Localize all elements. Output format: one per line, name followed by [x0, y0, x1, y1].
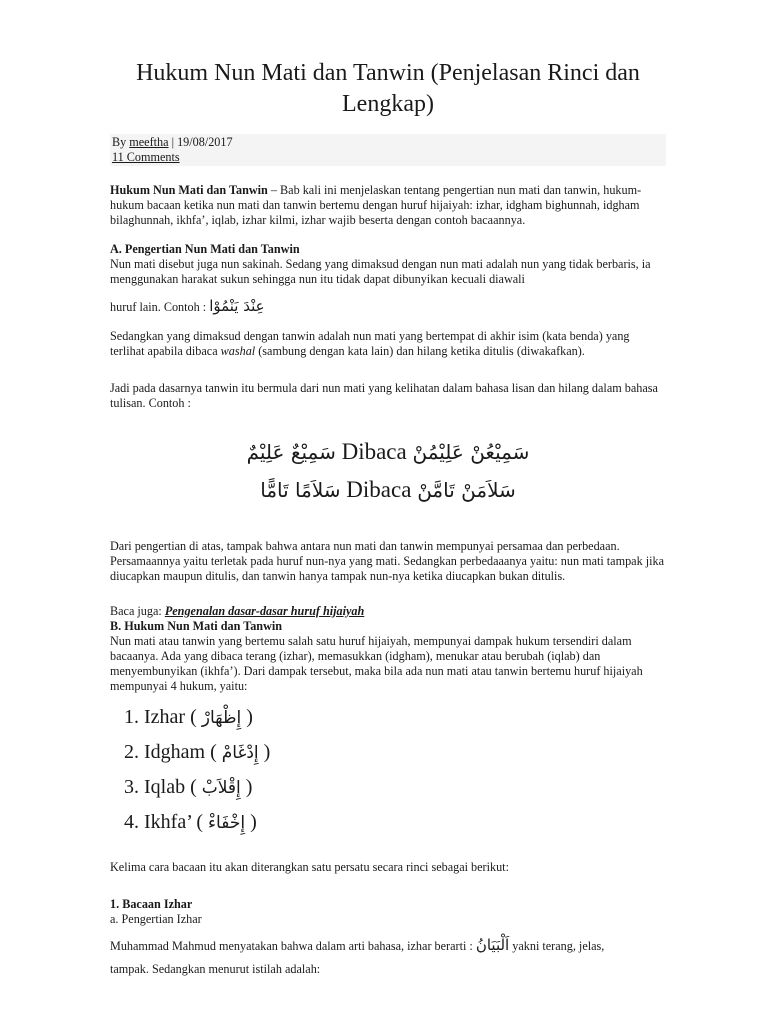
item-number: 4.: [124, 811, 139, 833]
section-a-para-4: Dari pengertian di atas, tampak bahwa antara nun mati dan tanwin mempunyai persamaa dan perbedaan. Persamaannya yaitu terletak pada huruf nun-nya yang mati. Sedangkan perbedaaanya yaitu: nun mati tampak jika diucapkan maupun ditulis, dan tanwin hanya tampak nun-nya ketika diucapkan bukan ditulis.: [110, 539, 664, 583]
arabic-al-bayan: اَلْبَيَانُ: [475, 936, 510, 954]
rule-arabic: إِظْهَارْ: [201, 708, 242, 728]
author-link[interactable]: meeftha: [129, 135, 169, 149]
section-b-heading: B. Hukum Nun Mati dan Tanwin: [110, 619, 283, 633]
list-item: 3. Iqlab ( إِقْلاَبْ ): [124, 770, 666, 805]
hukum-list: [124, 700, 666, 840]
arabic-tanwin: سَمِيْعٌ عَلِيْمٌ: [246, 440, 336, 464]
rule-name: Idgham: [144, 741, 206, 763]
post-date: | 19/08/2017: [171, 135, 233, 149]
baca-juga-link[interactable]: Pengenalan dasar-dasar huruf hijaiyah: [164, 604, 365, 618]
para-2-part-b: (sambung dengan kata lain) dan hilang ketika ditulis (diwakafkan).: [255, 344, 585, 358]
by-prefix: By: [112, 135, 127, 149]
post-meta: [110, 134, 666, 166]
rule-name: Iqlab: [144, 776, 186, 798]
dibaca-word: Dibaca: [346, 477, 412, 502]
list-item: 4. Ikhfa’ ( إِخْفَاءْ ): [124, 805, 666, 840]
example-row: [110, 471, 666, 509]
baca-juga-label: Baca juga:: [110, 604, 165, 618]
section-b-para-1: Nun mati atau tanwin yang bertemu salah satu huruf hijaiyah, mempunyai dampak hukum tersendiri dalam bacaanya. Ada yang dibaca terang (izhar), memasukkan (idgham), menukar atau berubah (iqlab) dan menyembunyikan (ikhfa’). Dari dampak tersebut, maka bila ada nun mati atau tanwin bertemu huruf hijaiyah mempunyai 4 hukum, yaitu:: [110, 634, 643, 693]
izhar-para-2: tampak. Sedangkan menurut istilah adalah:: [110, 962, 321, 976]
section-b-para-2: Kelima cara bacaan itu akan diterangkan satu persatu secara rinci sebagai berikut:: [110, 860, 509, 874]
rule-name: Izhar: [144, 706, 186, 728]
arabic-reading: سَمِيْعُنْ عَلِيْمُنْ: [412, 440, 530, 464]
para-2-part-a: Sedangkan yang dimaksud dengan tanwin adalah nun mati yang bertempat di akhir isim (kata benda) yang terlihat apabila dibaca: [110, 329, 630, 358]
rule-arabic: إِقْلاَبْ: [201, 778, 241, 798]
tanwin-examples: [110, 433, 666, 509]
rule-arabic: إِخْفَاءْ: [208, 813, 246, 833]
item-number: 2.: [124, 741, 139, 763]
arabic-reading: سَلاَمَنْ تَامَّنْ: [417, 478, 516, 502]
example-label: huruf lain. Contoh :: [110, 300, 207, 314]
rule-arabic: إِدْغَامْ: [221, 743, 259, 763]
intro-bold: Hukum Nun Mati dan Tanwin: [110, 183, 268, 197]
rule-name: Ikhfa’: [144, 811, 192, 833]
baca-juga: [110, 604, 666, 619]
section-a-heading: A. Pengertian Nun Mati dan Tanwin: [110, 242, 300, 256]
arabic-example-nun-mati: عِنْدَ يَنْمُوْا: [209, 297, 265, 315]
list-item: 2. Idgham ( إِدْغَامْ ): [124, 735, 666, 770]
item-number: 3.: [124, 776, 139, 798]
izhar-heading: 1. Bacaan Izhar: [110, 897, 193, 911]
comments-link[interactable]: 11 Comments: [112, 150, 180, 164]
washal-italic: washal: [220, 344, 256, 358]
section-a-para-1: Nun mati disebut juga nun sakinah. Sedang yang dimaksud dengan nun mati adalah nun yang tidak berbaris, ia menggunakan harakat sukun sehingga nun itu tidak dapat dibunyikan kecuali diawali: [110, 257, 651, 286]
byline: [112, 135, 666, 150]
izhar-para-1: [110, 935, 666, 956]
section-a-para-2: [110, 329, 666, 359]
article: [110, 58, 666, 977]
dibaca-word: Dibaca: [341, 439, 407, 464]
arabic-tanwin: سَلاَمًا تَامًّا: [260, 478, 341, 502]
page-title: Hukum Nun Mati dan Tanwin (Penjelasan Rinci dan Lengkap): [136, 60, 640, 117]
section-a-para-3: Jadi pada dasarnya tanwin itu bermula dari nun mati yang kelihatan dalam bahasa lisan dan hilang dalam bahasa tulisan. Contoh :: [110, 381, 658, 410]
intro-text: – Bab kali ini menjelaskan tentang pengertian nun mati dan tanwin, hukum-hukum bacaan ketika nun mati dan tanwin bertemu dengan huruf hijaiyah: izhar, idgham bighunnah, idgham bilaghunnah, ikhfa’, iqlab, izhar kilmi, izhar wajib beserta dengan contoh bacaannya.: [110, 183, 642, 227]
list-item: 1. Izhar ( إِظْهَارْ ): [124, 700, 666, 735]
izhar-text-b: yakni terang, jelas,: [509, 939, 605, 953]
item-number: 1.: [124, 706, 139, 728]
example-row: [110, 433, 666, 471]
section-a-example-line: [110, 299, 666, 315]
izhar-subheading: a. Pengertian Izhar: [110, 912, 202, 926]
izhar-text-a: Muhammad Mahmud menyatakan bahwa dalam arti bahasa, izhar berarti :: [110, 939, 476, 953]
intro-paragraph: [110, 183, 666, 228]
